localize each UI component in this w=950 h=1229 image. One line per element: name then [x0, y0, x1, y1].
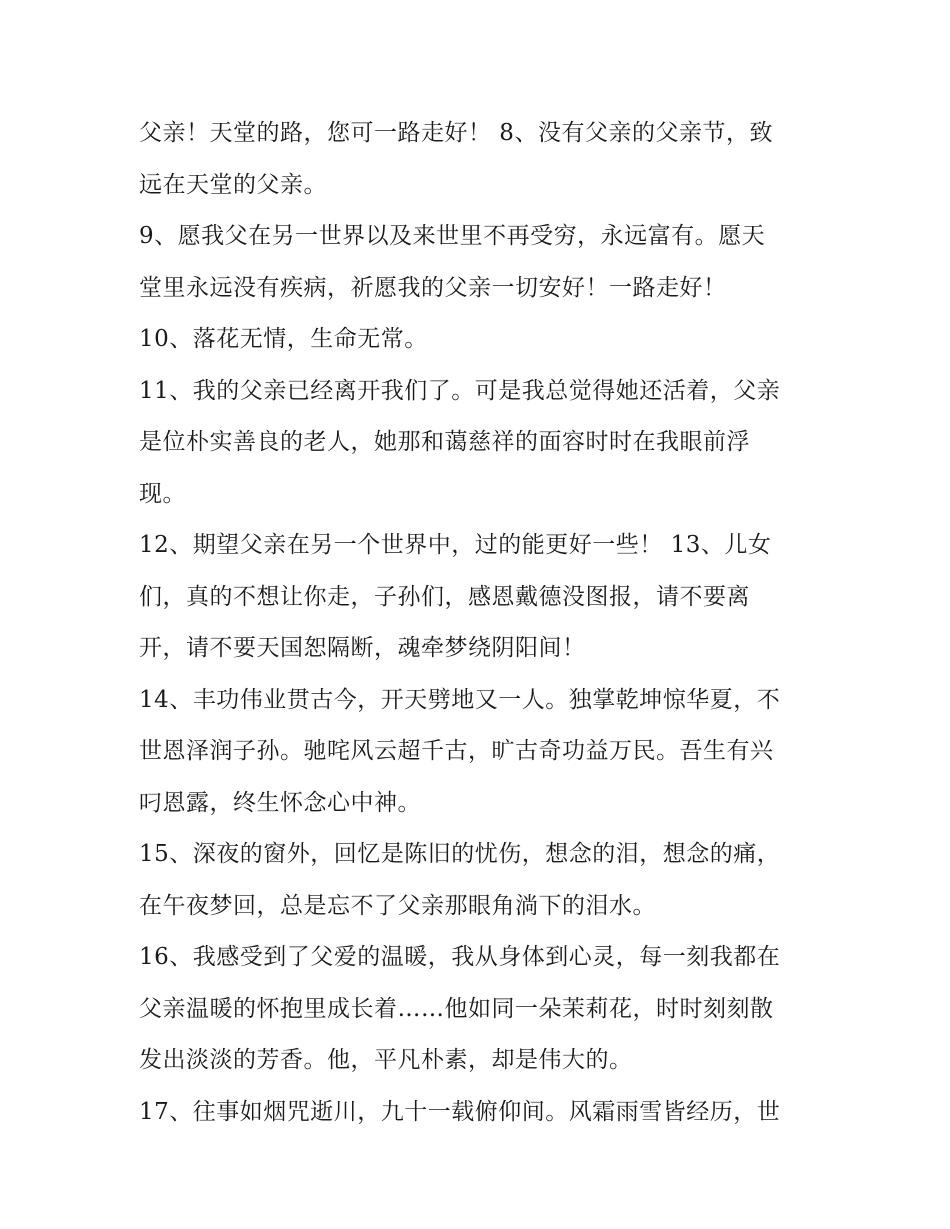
text-line: 发出淡淡的芳香。他，平凡朴素，却是伟大的。	[139, 1047, 633, 1073]
text-line: 世恩泽润子孙。驰咤风云超千古，旷古奇功益万民。吾生有兴	[139, 738, 774, 764]
text-line: 16、我感受到了父爱的温暖，我从身体到心灵，每一刻我都在	[139, 944, 781, 970]
document-body	[139, 108, 819, 1138]
text-line: 父亲温暖的怀抱里成长着……他如同一朵茉莉花，时时刻刻散	[139, 995, 774, 1022]
text-line: 开，请不要天国恕隔断，魂牵梦绕阴阳间！	[139, 635, 586, 661]
text-line: 父亲！天堂的路，您可一路走好！ 8、没有父亲的父亲节，致	[139, 120, 773, 146]
text-line: 们，真的不想让你走，子孙们，感恩戴德没图报，请不要离	[139, 583, 750, 610]
text-line: 叼恩露，终生怀念心中神。	[139, 789, 421, 816]
text-line: 现。	[139, 480, 186, 507]
text-line: 12、期望父亲在另一个世界中，过的能更好一些！ 13、儿女	[139, 532, 772, 558]
text-line: 在午夜梦回，总是忘不了父亲那眼角淌下的泪水。	[139, 892, 656, 919]
text-line: 远在天堂的父亲。	[139, 171, 327, 198]
text-line: 11、我的父亲已经离开我们了。可是我总觉得她还活着，父亲	[139, 377, 781, 404]
text-line: 17、往事如烟咒逝川，九十一载俯仰间。风霜雨雪皆经历，世	[139, 1098, 781, 1125]
text-line: 15、深夜的窗外，回忆是陈旧的忧伤，想念的泪，想念的痛，	[139, 841, 781, 867]
text-line: 9、愿我父在另一世界以及来世里不再受穷，永远富有。愿天	[139, 223, 766, 249]
text-line: 堂里永远没有疾病，祈愿我的父亲一切安好！一路走好！	[139, 274, 727, 301]
text-line: 14、丰功伟业贯古今，开天劈地又一人。独掌乾坤惊华夏，不	[139, 686, 781, 713]
text-line: 10、落花无情，生命无常。	[139, 326, 428, 352]
text-line: 是位朴实善良的老人，她那和蔼慈祥的面容时时在我眼前浮	[139, 429, 750, 455]
